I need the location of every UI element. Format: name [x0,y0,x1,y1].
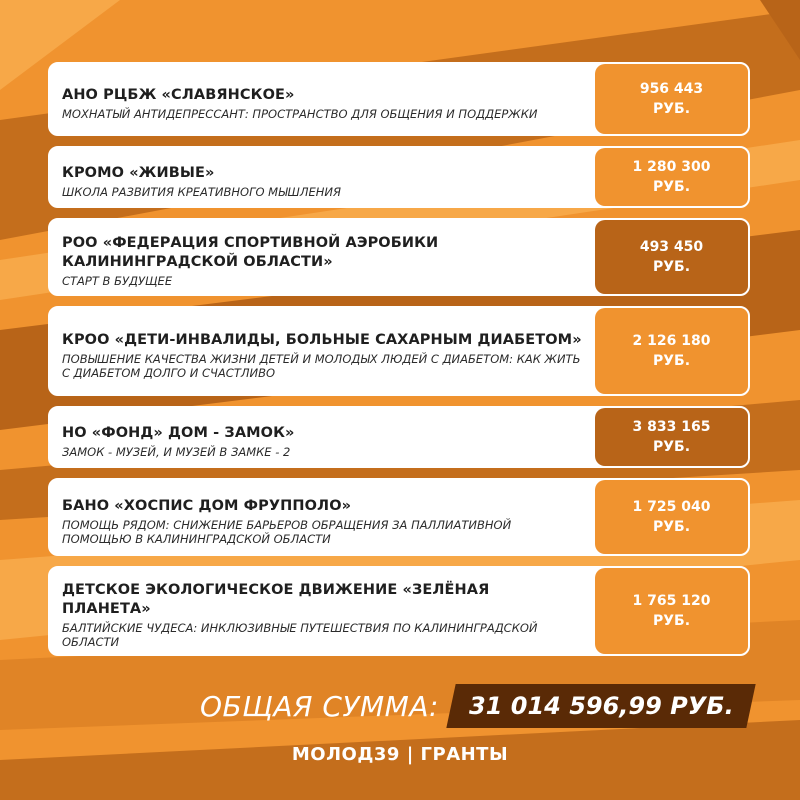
organization-name: ДЕТСКОЕ ЭКОЛОГИЧЕСКОЕ ДВИЖЕНИЕ «ЗЕЛЁНАЯ ПЛАНЕТА» [62,582,490,617]
amount-currency: РУБ. [652,259,691,275]
amount-value: 956 443 [639,81,704,97]
grant-info [50,64,595,134]
amount-currency: РУБ. [652,613,691,629]
grant-info [50,408,595,466]
total-value-box [446,684,755,728]
project-title: МОХНАТЫЙ АНТИДЕПРЕССАНТ: ПРОСТРАНСТВО ДЛЯ ОБЩЕНИЯ И ПОДДЕРЖКИ [62,106,538,121]
organization-name: КРОО «ДЕТИ-ИНВАЛИДЫ, БОЛЬНЫЕ САХАРНЫМ ДИАБЕТОМ» [62,331,582,348]
grant-info [50,308,595,394]
grant-card [48,406,750,468]
project-title: ПОМОЩЬ РЯДОМ: СНИЖЕНИЕ БАРЬЕРОВ ОБРАЩЕНИЯ ЗА ПАЛЛИАТИВНОЙ ПОМОЩЬЮ В КАЛИНИНГРАДСКОЙ ОБЛАСТИ [62,517,512,546]
amount-currency: РУБ. [652,353,691,369]
grant-info [50,568,595,654]
project-title: ЗАМОК - МУЗЕЙ, И МУЗЕЙ В ЗАМКЕ - 2 [62,444,291,459]
organization-name: РОО «ФЕДЕРАЦИЯ СПОРТИВНОЙ АЭРОБИКИ КАЛИНИНГРАДСКОЙ ОБЛАСТИ» [62,235,439,270]
organization-name: АНО РЦБЖ «СЛАВЯНСКОЕ» [62,86,295,103]
brand-footer: МОЛОД39 | ГРАНТЫ [291,744,509,765]
amount-value: 493 450 [639,239,704,255]
grant-card [48,218,750,296]
grant-card [48,566,750,656]
organization-name: КРОМО «ЖИВЫЕ» [62,164,215,181]
grant-amount [595,480,748,554]
project-title: БАЛТИЙСКИЕ ЧУДЕСА: ИНКЛЮЗИВНЫЕ ПУТЕШЕСТВИЯ ПО КАЛИНИНГРАДСКОЙ ОБЛАСТИ [62,621,538,649]
grant-info [50,148,595,206]
amount-value: 1 280 300 [632,159,711,175]
project-title: ШКОЛА РАЗВИТИЯ КРЕАТИВНОГО МЫШЛЕНИЯ [62,184,341,199]
organization-name: БАНО «ХОСПИС ДОМ ФРУППОЛО» [62,497,352,514]
amount-currency: РУБ. [652,439,691,455]
project-title: СТАРТ В БУДУЩЕЕ [62,274,173,288]
total-sum [200,684,751,728]
grant-amount [595,148,748,206]
grant-amount [595,64,748,134]
grant-card [48,478,750,556]
project-title: ПОВЫШЕНИЕ КАЧЕСТВА ЖИЗНИ ДЕТЕЙ И МОЛОДЫХ ЛЮДЕЙ С ДИАБЕТОМ: КАК ЖИТЬ С ДИАБЕТОМ ДОЛГО И СЧАСТЛИВО [62,351,581,380]
grant-info [50,220,595,294]
grant-amount [595,568,748,654]
amount-value: 1 725 040 [632,499,711,515]
grant-card [48,62,750,136]
grant-card [48,146,750,208]
amount-currency: РУБ. [652,179,691,195]
grant-info [50,480,595,554]
amount-value: 1 765 120 [632,593,711,609]
grant-amount [595,220,748,294]
organization-name: НО «ФОНД» ДОМ - ЗАМОК» [62,424,295,441]
amount-value: 3 833 165 [632,419,711,435]
total-label: ОБЩАЯ СУММА: [200,689,439,723]
grant-amount [595,408,748,466]
grant-amount [595,308,748,394]
amount-currency: РУБ. [652,101,691,117]
amount-currency: РУБ. [652,519,691,535]
grant-card [48,306,750,396]
amount-value: 2 126 180 [632,333,711,349]
total-value: 31 014 596,99 РУБ. [468,692,734,720]
